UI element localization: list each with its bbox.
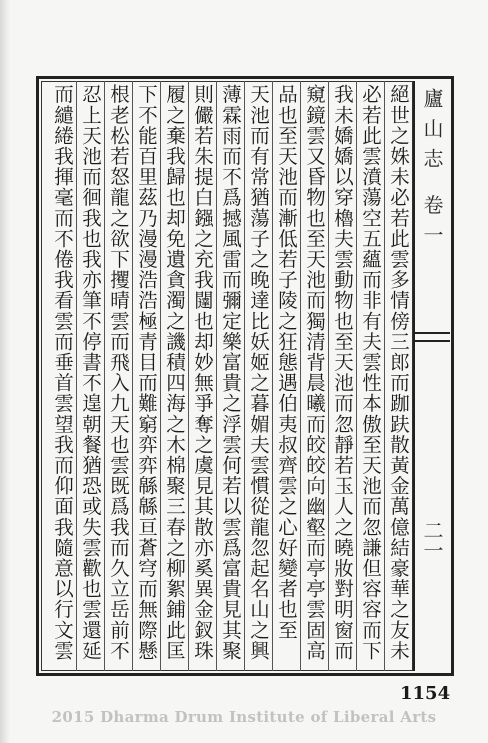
column-rule bbox=[300, 81, 301, 671]
text-column-10: 下不能百里茲乃漫漫浩浩極青目而難窮弈弈緜緜亘蒼穹而無際懸 bbox=[135, 84, 158, 661]
fishtail-mark bbox=[414, 332, 450, 342]
text-column-6: 天池而有常猶蕩子之晚達比妖姬之暮媚夫雲慣從龍忽起名山之興 bbox=[247, 84, 270, 661]
column-rule bbox=[384, 81, 385, 671]
text-column-12: 忍上天池而徊我也我亦筆不停書不遑朝餐猶恐或失雲歡也雲還延 bbox=[79, 84, 102, 661]
text-column-9: 履之棄我歸也却免遺貪濁之譏積四海之木棉聚三春之柳絮鋪此匡 bbox=[163, 84, 186, 661]
column-rule bbox=[328, 81, 329, 671]
column-rule bbox=[104, 81, 105, 671]
column-rule bbox=[272, 81, 273, 671]
text-column-7: 薄霖雨而不爲撼風雷而彌定樂富貴之浮雲何若以雲爲富貴見其聚 bbox=[219, 84, 242, 661]
text-column-3: 我未嬌嬌以穿櫓夫雲動物也至天池而忽靜若玉人之曉妝對明窗而 bbox=[331, 84, 354, 661]
column-rule bbox=[76, 81, 77, 671]
column-rule bbox=[244, 81, 245, 671]
text-column-11: 根老松若怒龍之欲下攫晴雲而飛入九天也雲既爲我而久立岳前不 bbox=[107, 84, 130, 661]
column-rule bbox=[216, 81, 217, 671]
text-column-2: 必若此雲濆蕩空五蘊而非有夫雲性本傲至天池而忽謙但容容而下 bbox=[359, 84, 382, 661]
column-rule bbox=[160, 81, 161, 671]
text-column-1: 絕世之姝未必若此雲多情傍三郎而跏趺散黃金萬億結豪華之友未 bbox=[387, 84, 410, 661]
column-rule bbox=[188, 81, 189, 671]
page-binding-edge bbox=[0, 0, 10, 743]
footer-credit: 2015 Dharma Drum Institute of Liberal Arts bbox=[51, 708, 437, 726]
column-rule bbox=[132, 81, 133, 671]
text-column-5: 品也至天池而漸低若子陵之狂態遇伯夷叔齊雲之心好變者也至 bbox=[275, 84, 298, 641]
column-rule bbox=[356, 81, 357, 671]
margin-book-title: 廬山志 卷一 bbox=[420, 88, 444, 255]
text-column-8: 則儼若朱提白鏹之充我闥也却妙無爭奪之虞見其散亦奚異金釵珠 bbox=[191, 84, 214, 661]
text-column-13: 而繾綣我揮毫而不倦我看雲而垂首雲望我而仰面我隨意以行文雲 bbox=[51, 84, 74, 661]
margin-leaf-number: 二一 bbox=[420, 520, 444, 560]
text-column-4: 窺鏡雲又昏物也至天池而獨清背晨曦而皎皎向幽壑而亭亭雲固高 bbox=[303, 84, 326, 661]
page-number: 1154 bbox=[400, 683, 451, 704]
